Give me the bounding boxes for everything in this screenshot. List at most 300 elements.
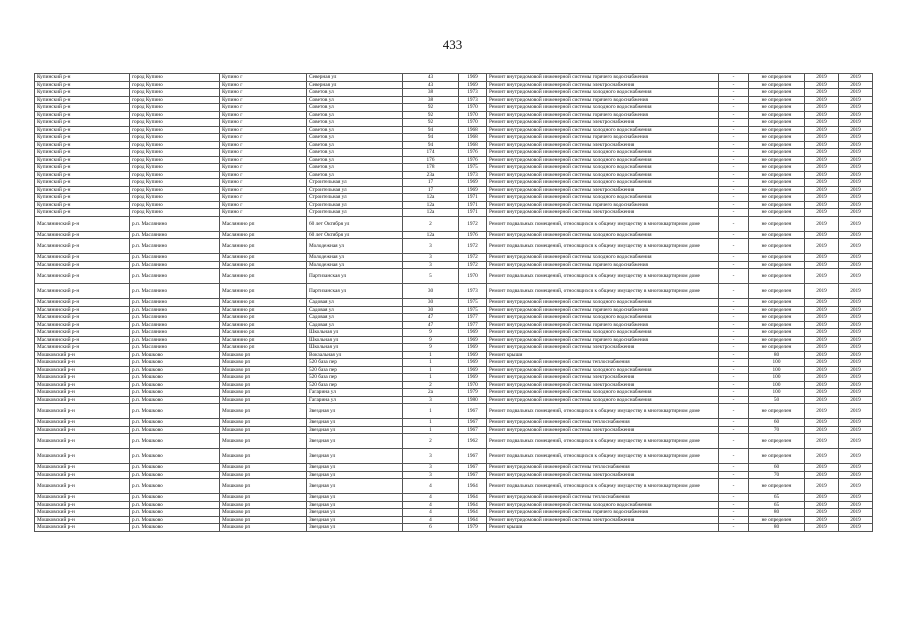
cell-cost: не определен bbox=[749, 516, 805, 524]
cell-cost: 60 bbox=[749, 419, 805, 427]
cell-house-number: 1 bbox=[403, 419, 459, 427]
cell-district: Купинский р-н bbox=[35, 89, 130, 97]
cell-start-year: 2019 bbox=[805, 194, 839, 202]
cell-street: Северная ул bbox=[307, 81, 403, 89]
cell-dash-cell: - bbox=[719, 314, 749, 322]
cell-cost: 70 bbox=[749, 471, 805, 479]
cell-house-number: 94 bbox=[403, 141, 459, 149]
cell-street: 520 база пер bbox=[307, 359, 403, 367]
cell-start-year: 2019 bbox=[805, 449, 839, 464]
cell-house-number: 43 bbox=[403, 81, 459, 89]
cell-house-number: 92 bbox=[403, 104, 459, 112]
cell-district: Мошковский р-н bbox=[35, 501, 130, 509]
cell-district: Купинский р-н bbox=[35, 149, 130, 157]
cell-street: Советов ул bbox=[307, 104, 403, 112]
table-row bbox=[35, 119, 873, 127]
cell-work-type: Ремонт подвальных помещений, относящихся к общему имуществу в многоквартирном доме bbox=[487, 434, 719, 449]
cell-start-year: 2019 bbox=[805, 381, 839, 389]
cell-house-number: 23а bbox=[403, 171, 459, 179]
cell-locality: Мошково рп bbox=[220, 501, 307, 509]
cell-settlement: р.п. Мошково bbox=[130, 404, 220, 419]
cell-settlement: город Купино bbox=[130, 89, 220, 97]
cell-settlement: город Купино bbox=[130, 141, 220, 149]
cell-district: Мошковский р-н bbox=[35, 374, 130, 382]
cell-district: Мошковский р-н bbox=[35, 381, 130, 389]
cell-settlement: р.п. Мошково bbox=[130, 374, 220, 382]
cell-district: Маслянинский р-н bbox=[35, 314, 130, 322]
table-row bbox=[35, 419, 873, 427]
cell-house-number: 2а bbox=[403, 389, 459, 397]
cell-work-type: Ремонт внутридомовой инженерной системы холодного водоснабжения bbox=[487, 149, 719, 157]
cell-locality: Купино г bbox=[220, 81, 307, 89]
cell-settlement: р.п. Маслянино bbox=[130, 314, 220, 322]
cell-locality: Купино г bbox=[220, 111, 307, 119]
cell-end-year: 2019 bbox=[839, 449, 873, 464]
cell-street: 60 лет Октября ул bbox=[307, 216, 403, 231]
cell-settlement: город Купино bbox=[130, 96, 220, 104]
cell-dash-cell: - bbox=[719, 351, 749, 359]
cell-cost: 100 bbox=[749, 389, 805, 397]
cell-district: Мошковский р-н bbox=[35, 359, 130, 367]
cell-cost: не определен bbox=[749, 269, 805, 284]
cell-dash-cell: - bbox=[719, 171, 749, 179]
cell-settlement: р.п. Маслянино bbox=[130, 299, 220, 307]
cell-start-year: 2019 bbox=[805, 509, 839, 517]
cell-end-year: 2019 bbox=[839, 149, 873, 157]
cell-settlement: город Купино bbox=[130, 171, 220, 179]
cell-end-year: 2019 bbox=[839, 134, 873, 142]
cell-district: Мошковский р-н bbox=[35, 389, 130, 397]
cell-locality: Мошково рп bbox=[220, 396, 307, 404]
cell-end-year: 2019 bbox=[839, 344, 873, 352]
table-row bbox=[35, 329, 873, 337]
cell-build-year: 1964 bbox=[459, 494, 487, 502]
cell-end-year: 2019 bbox=[839, 509, 873, 517]
table-row bbox=[35, 306, 873, 314]
table-row bbox=[35, 164, 873, 172]
table-row bbox=[35, 494, 873, 502]
table-row bbox=[35, 351, 873, 359]
cell-cost: не определен bbox=[749, 141, 805, 149]
cell-house-number: 2 bbox=[403, 216, 459, 231]
cell-work-type: Ремонт внутридомовой инженерной системы теплоснабжения bbox=[487, 494, 719, 502]
cell-end-year: 2019 bbox=[839, 434, 873, 449]
cell-dash-cell: - bbox=[719, 509, 749, 517]
cell-dash-cell: - bbox=[719, 404, 749, 419]
cell-locality: Мошково рп bbox=[220, 494, 307, 502]
cell-start-year: 2019 bbox=[805, 104, 839, 112]
cell-district: Мошковский р-н bbox=[35, 396, 130, 404]
cell-cost: 100 bbox=[749, 374, 805, 382]
cell-end-year: 2019 bbox=[839, 524, 873, 532]
cell-build-year: 1968 bbox=[459, 134, 487, 142]
cell-street: Молодежная ул bbox=[307, 254, 403, 262]
cell-cost: не определен bbox=[749, 171, 805, 179]
cell-build-year: 1967 bbox=[459, 449, 487, 464]
table-row bbox=[35, 239, 873, 254]
cell-work-type: Ремонт крыши bbox=[487, 351, 719, 359]
cell-dash-cell: - bbox=[719, 81, 749, 89]
cell-start-year: 2019 bbox=[805, 126, 839, 134]
cell-street: 60 лет Октября ул bbox=[307, 231, 403, 239]
cell-work-type: Ремонт внутридомовой инженерной системы горячего водоснабжения bbox=[487, 74, 719, 82]
cell-dash-cell: - bbox=[719, 164, 749, 172]
cell-settlement: город Купино bbox=[130, 164, 220, 172]
cell-start-year: 2019 bbox=[805, 254, 839, 262]
cell-work-type: Ремонт внутридомовой инженерной системы холодного водоснабжения bbox=[487, 104, 719, 112]
cell-work-type: Ремонт внутридомовой инженерной системы горячего водоснабжения bbox=[487, 261, 719, 269]
cell-house-number: 12а bbox=[403, 194, 459, 202]
table-row bbox=[35, 216, 873, 231]
cell-settlement: р.п. Маслянино bbox=[130, 336, 220, 344]
cell-cost: не определен bbox=[749, 479, 805, 494]
cell-cost: 100 bbox=[749, 381, 805, 389]
cell-build-year: 1976 bbox=[459, 156, 487, 164]
cell-locality: Маслянино рп bbox=[220, 216, 307, 231]
cell-street: Молодежная ул bbox=[307, 239, 403, 254]
cell-end-year: 2019 bbox=[839, 74, 873, 82]
cell-end-year: 2019 bbox=[839, 164, 873, 172]
cell-cost: не определен bbox=[749, 179, 805, 187]
cell-street: Звездная ул bbox=[307, 516, 403, 524]
cell-settlement: город Купино bbox=[130, 156, 220, 164]
cell-settlement: р.п. Мошково bbox=[130, 471, 220, 479]
cell-street: 520 база пер bbox=[307, 374, 403, 382]
cell-end-year: 2019 bbox=[839, 381, 873, 389]
cell-street: Звездная ул bbox=[307, 524, 403, 532]
cell-house-number: 3 bbox=[403, 396, 459, 404]
cell-settlement: р.п. Маслянино bbox=[130, 329, 220, 337]
cell-build-year: 1972 bbox=[459, 254, 487, 262]
cell-street: Советов ул bbox=[307, 119, 403, 127]
table-row bbox=[35, 479, 873, 494]
cell-district: Мошковский р-н bbox=[35, 464, 130, 472]
cell-district: Маслянинский р-н bbox=[35, 344, 130, 352]
cell-start-year: 2019 bbox=[805, 111, 839, 119]
cell-build-year: 1980 bbox=[459, 396, 487, 404]
table-row bbox=[35, 81, 873, 89]
table-row bbox=[35, 284, 873, 299]
cell-cost: не определен bbox=[749, 284, 805, 299]
cell-locality: Мошково рп bbox=[220, 509, 307, 517]
cell-house-number: 1 bbox=[403, 404, 459, 419]
cell-start-year: 2019 bbox=[805, 284, 839, 299]
cell-start-year: 2019 bbox=[805, 434, 839, 449]
cell-district: Мошковский р-н bbox=[35, 494, 130, 502]
cell-street: Советов ул bbox=[307, 134, 403, 142]
cell-build-year: 1973 bbox=[459, 171, 487, 179]
cell-cost: не определен bbox=[749, 104, 805, 112]
cell-start-year: 2019 bbox=[805, 164, 839, 172]
cell-house-number: 2 bbox=[403, 434, 459, 449]
cell-locality: Маслянино рп bbox=[220, 261, 307, 269]
cell-street: Садовая ул bbox=[307, 306, 403, 314]
cell-work-type: Ремонт внутридомовой инженерной системы холодного водоснабжения bbox=[487, 164, 719, 172]
cell-build-year: 1969 bbox=[459, 74, 487, 82]
cell-dash-cell: - bbox=[719, 419, 749, 427]
cell-work-type: Ремонт подвальных помещений, относящихся к общему имуществу в многоквартирном доме bbox=[487, 239, 719, 254]
cell-settlement: р.п. Мошково bbox=[130, 494, 220, 502]
cell-locality: Мошково рп bbox=[220, 389, 307, 397]
cell-start-year: 2019 bbox=[805, 501, 839, 509]
cell-start-year: 2019 bbox=[805, 74, 839, 82]
table-row bbox=[35, 254, 873, 262]
cell-locality: Мошково рп bbox=[220, 359, 307, 367]
cell-work-type: Ремонт внутридомовой инженерной системы теплоснабжения bbox=[487, 464, 719, 472]
cell-district: Маслянинский р-н bbox=[35, 329, 130, 337]
cell-settlement: р.п. Маслянино bbox=[130, 284, 220, 299]
cell-house-number: 9 bbox=[403, 329, 459, 337]
cell-start-year: 2019 bbox=[805, 96, 839, 104]
cell-locality: Мошково рп bbox=[220, 479, 307, 494]
table-row bbox=[35, 186, 873, 194]
cell-build-year: 1971 bbox=[459, 201, 487, 209]
cell-build-year: 1968 bbox=[459, 126, 487, 134]
cell-house-number: 1 bbox=[403, 374, 459, 382]
cell-work-type: Ремонт внутридомовой инженерной системы электроснабжения bbox=[487, 186, 719, 194]
cell-cost: не определен bbox=[749, 89, 805, 97]
cell-work-type: Ремонт внутридомовой инженерной системы электроснабжения bbox=[487, 426, 719, 434]
cell-settlement: р.п. Мошково bbox=[130, 479, 220, 494]
cell-cost: 60 bbox=[749, 464, 805, 472]
cell-work-type: Ремонт внутридомовой инженерной системы электроснабжения bbox=[487, 344, 719, 352]
cell-work-type: Ремонт внутридомовой инженерной системы холодного водоснабжения bbox=[487, 231, 719, 239]
cell-work-type: Ремонт внутридомовой инженерной системы холодного водоснабжения bbox=[487, 299, 719, 307]
cell-settlement: р.п. Маслянино bbox=[130, 261, 220, 269]
cell-locality: Мошково рп bbox=[220, 374, 307, 382]
cell-dash-cell: - bbox=[719, 381, 749, 389]
cell-street: Строительная ул bbox=[307, 201, 403, 209]
cell-settlement: р.п. Мошково bbox=[130, 351, 220, 359]
cell-house-number: 4 bbox=[403, 509, 459, 517]
cell-work-type: Ремонт внутридомовой инженерной системы холодного водоснабжения bbox=[487, 389, 719, 397]
cell-locality: Маслянино рп bbox=[220, 306, 307, 314]
cell-cost: не определен bbox=[749, 239, 805, 254]
cell-locality: Купино г bbox=[220, 194, 307, 202]
cell-dash-cell: - bbox=[719, 344, 749, 352]
cell-dash-cell: - bbox=[719, 201, 749, 209]
cell-settlement: р.п. Мошково bbox=[130, 524, 220, 532]
cell-district: Купинский р-н bbox=[35, 134, 130, 142]
cell-build-year: 1975 bbox=[459, 299, 487, 307]
cell-settlement: р.п. Маслянино bbox=[130, 216, 220, 231]
cell-end-year: 2019 bbox=[839, 419, 873, 427]
cell-street: Садовая ул bbox=[307, 321, 403, 329]
cell-street: Советов ул bbox=[307, 156, 403, 164]
cell-build-year: 1964 bbox=[459, 516, 487, 524]
table-row bbox=[35, 464, 873, 472]
cell-dash-cell: - bbox=[719, 359, 749, 367]
cell-street: Советов ул bbox=[307, 111, 403, 119]
cell-dash-cell: - bbox=[719, 434, 749, 449]
cell-street: Советов ул bbox=[307, 164, 403, 172]
cell-work-type: Ремонт внутридомовой инженерной системы горячего водоснабжения bbox=[487, 509, 719, 517]
cell-street: Звездная ул bbox=[307, 509, 403, 517]
cell-street: 520 база пер bbox=[307, 381, 403, 389]
cell-cost: не определен bbox=[749, 314, 805, 322]
cell-end-year: 2019 bbox=[839, 179, 873, 187]
cell-start-year: 2019 bbox=[805, 366, 839, 374]
cell-district: Мошковский р-н bbox=[35, 366, 130, 374]
cell-cost: не определен bbox=[749, 321, 805, 329]
cell-house-number: 47 bbox=[403, 314, 459, 322]
cell-work-type: Ремонт внутридомовой инженерной системы холодного водоснабжения bbox=[487, 366, 719, 374]
cell-district: Мошковский р-н bbox=[35, 524, 130, 532]
cell-settlement: город Купино bbox=[130, 119, 220, 127]
cell-cost: 100 bbox=[749, 359, 805, 367]
table-row bbox=[35, 524, 873, 532]
cell-end-year: 2019 bbox=[839, 336, 873, 344]
cell-house-number: 6 bbox=[403, 524, 459, 532]
cell-house-number: 4 bbox=[403, 494, 459, 502]
page-number: 433 bbox=[442, 37, 463, 52]
cell-settlement: р.п. Мошково bbox=[130, 359, 220, 367]
cell-end-year: 2019 bbox=[839, 404, 873, 419]
cell-street: Гагарина ул bbox=[307, 389, 403, 397]
cell-house-number: 1 bbox=[403, 366, 459, 374]
cell-district: Мошковский р-н bbox=[35, 404, 130, 419]
cell-end-year: 2019 bbox=[839, 501, 873, 509]
cell-house-number: 3 bbox=[403, 449, 459, 464]
cell-start-year: 2019 bbox=[805, 156, 839, 164]
cell-district: Купинский р-н bbox=[35, 111, 130, 119]
cell-dash-cell: - bbox=[719, 179, 749, 187]
cell-settlement: р.п. Мошково bbox=[130, 426, 220, 434]
cell-dash-cell: - bbox=[719, 96, 749, 104]
table-row bbox=[35, 269, 873, 284]
cell-street: Партизанская ул bbox=[307, 269, 403, 284]
cell-work-type: Ремонт внутридомовой инженерной системы горячего водоснабжения bbox=[487, 336, 719, 344]
cell-district: Маслянинский р-н bbox=[35, 306, 130, 314]
cell-cost: не определен bbox=[749, 186, 805, 194]
cell-cost: не определен bbox=[749, 134, 805, 142]
cell-work-type: Ремонт внутридомовой инженерной системы электроснабжения bbox=[487, 209, 719, 217]
cell-build-year: 1967 bbox=[459, 419, 487, 427]
table-row bbox=[35, 201, 873, 209]
table-row bbox=[35, 381, 873, 389]
cell-end-year: 2019 bbox=[839, 96, 873, 104]
cell-end-year: 2019 bbox=[839, 306, 873, 314]
cell-house-number: 4 bbox=[403, 501, 459, 509]
cell-end-year: 2019 bbox=[839, 111, 873, 119]
cell-end-year: 2019 bbox=[839, 329, 873, 337]
cell-house-number: 2 bbox=[403, 381, 459, 389]
cell-house-number: 3 bbox=[403, 254, 459, 262]
cell-work-type: Ремонт подвальных помещений, относящихся к общему имуществу в многоквартирном доме bbox=[487, 449, 719, 464]
cell-cost: не определен bbox=[749, 96, 805, 104]
cell-end-year: 2019 bbox=[839, 201, 873, 209]
table-row bbox=[35, 314, 873, 322]
table-row bbox=[35, 149, 873, 157]
cell-district: Купинский р-н bbox=[35, 104, 130, 112]
cell-dash-cell: - bbox=[719, 126, 749, 134]
cell-house-number: 3 bbox=[403, 239, 459, 254]
cell-cost: не определен bbox=[749, 201, 805, 209]
cell-house-number: 1 bbox=[403, 426, 459, 434]
cell-build-year: 1979 bbox=[459, 389, 487, 397]
cell-house-number: 5 bbox=[403, 269, 459, 284]
cell-locality: Мошково рп bbox=[220, 449, 307, 464]
cell-build-year: 1968 bbox=[459, 141, 487, 149]
cell-locality: Маслянино рп bbox=[220, 299, 307, 307]
cell-start-year: 2019 bbox=[805, 81, 839, 89]
cell-end-year: 2019 bbox=[839, 426, 873, 434]
cell-work-type: Ремонт внутридомовой инженерной системы горячего водоснабжения bbox=[487, 134, 719, 142]
cell-settlement: город Купино bbox=[130, 186, 220, 194]
cell-dash-cell: - bbox=[719, 426, 749, 434]
cell-house-number: 94 bbox=[403, 126, 459, 134]
cell-house-number: 92 bbox=[403, 111, 459, 119]
cell-work-type: Ремонт внутридомовой инженерной системы электроснабжения bbox=[487, 381, 719, 389]
cell-build-year: 1964 bbox=[459, 509, 487, 517]
cell-district: Маслянинский р-н bbox=[35, 231, 130, 239]
cell-end-year: 2019 bbox=[839, 186, 873, 194]
table-row bbox=[35, 366, 873, 374]
cell-end-year: 2019 bbox=[839, 321, 873, 329]
cell-dash-cell: - bbox=[719, 231, 749, 239]
cell-work-type: Ремонт внутридомовой инженерной системы электроснабжения bbox=[487, 81, 719, 89]
cell-end-year: 2019 bbox=[839, 104, 873, 112]
cell-build-year: 1969 bbox=[459, 351, 487, 359]
cell-district: Маслянинский р-н bbox=[35, 321, 130, 329]
cell-cost: не определен bbox=[749, 254, 805, 262]
cell-start-year: 2019 bbox=[805, 231, 839, 239]
cell-work-type: Ремонт внутридомовой инженерной системы горячего водоснабжения bbox=[487, 96, 719, 104]
cell-house-number: 94 bbox=[403, 134, 459, 142]
table-row bbox=[35, 344, 873, 352]
cell-cost: не определен bbox=[749, 119, 805, 127]
cell-dash-cell: - bbox=[719, 366, 749, 374]
cell-house-number: 174 bbox=[403, 149, 459, 157]
cell-start-year: 2019 bbox=[805, 141, 839, 149]
cell-settlement: р.п. Маслянино bbox=[130, 239, 220, 254]
cell-settlement: город Купино bbox=[130, 104, 220, 112]
cell-build-year: 1970 bbox=[459, 111, 487, 119]
cell-district: Купинский р-н bbox=[35, 171, 130, 179]
cell-work-type: Ремонт внутридомовой инженерной системы электроснабжения bbox=[487, 516, 719, 524]
cell-street: Школьная ул bbox=[307, 329, 403, 337]
cell-work-type: Ремонт внутридомовой инженерной системы горячего водоснабжения bbox=[487, 321, 719, 329]
cell-build-year: 1970 bbox=[459, 381, 487, 389]
cell-locality: Маслянино рп bbox=[220, 284, 307, 299]
cell-settlement: р.п. Мошково bbox=[130, 464, 220, 472]
cell-locality: Купино г bbox=[220, 186, 307, 194]
cell-build-year: 1977 bbox=[459, 321, 487, 329]
cell-end-year: 2019 bbox=[839, 209, 873, 217]
cell-house-number: 1 bbox=[403, 359, 459, 367]
cell-house-number: 4 bbox=[403, 516, 459, 524]
cell-build-year: 1979 bbox=[459, 524, 487, 532]
cell-cost: 100 bbox=[749, 366, 805, 374]
cell-street: Школьная ул bbox=[307, 336, 403, 344]
cell-start-year: 2019 bbox=[805, 216, 839, 231]
cell-build-year: 1970 bbox=[459, 104, 487, 112]
cell-house-number: 3 bbox=[403, 464, 459, 472]
cell-cost: 80 bbox=[749, 524, 805, 532]
cell-build-year: 1969 bbox=[459, 344, 487, 352]
table-row bbox=[35, 426, 873, 434]
cell-dash-cell: - bbox=[719, 299, 749, 307]
cell-start-year: 2019 bbox=[805, 171, 839, 179]
cell-street: Школьная ул bbox=[307, 344, 403, 352]
table-row bbox=[35, 96, 873, 104]
table-row bbox=[35, 141, 873, 149]
cell-district: Маслянинский р-н bbox=[35, 299, 130, 307]
table-row bbox=[35, 299, 873, 307]
cell-settlement: р.п. Мошково bbox=[130, 501, 220, 509]
cell-locality: Маслянино рп bbox=[220, 239, 307, 254]
cell-build-year: 1977 bbox=[459, 314, 487, 322]
